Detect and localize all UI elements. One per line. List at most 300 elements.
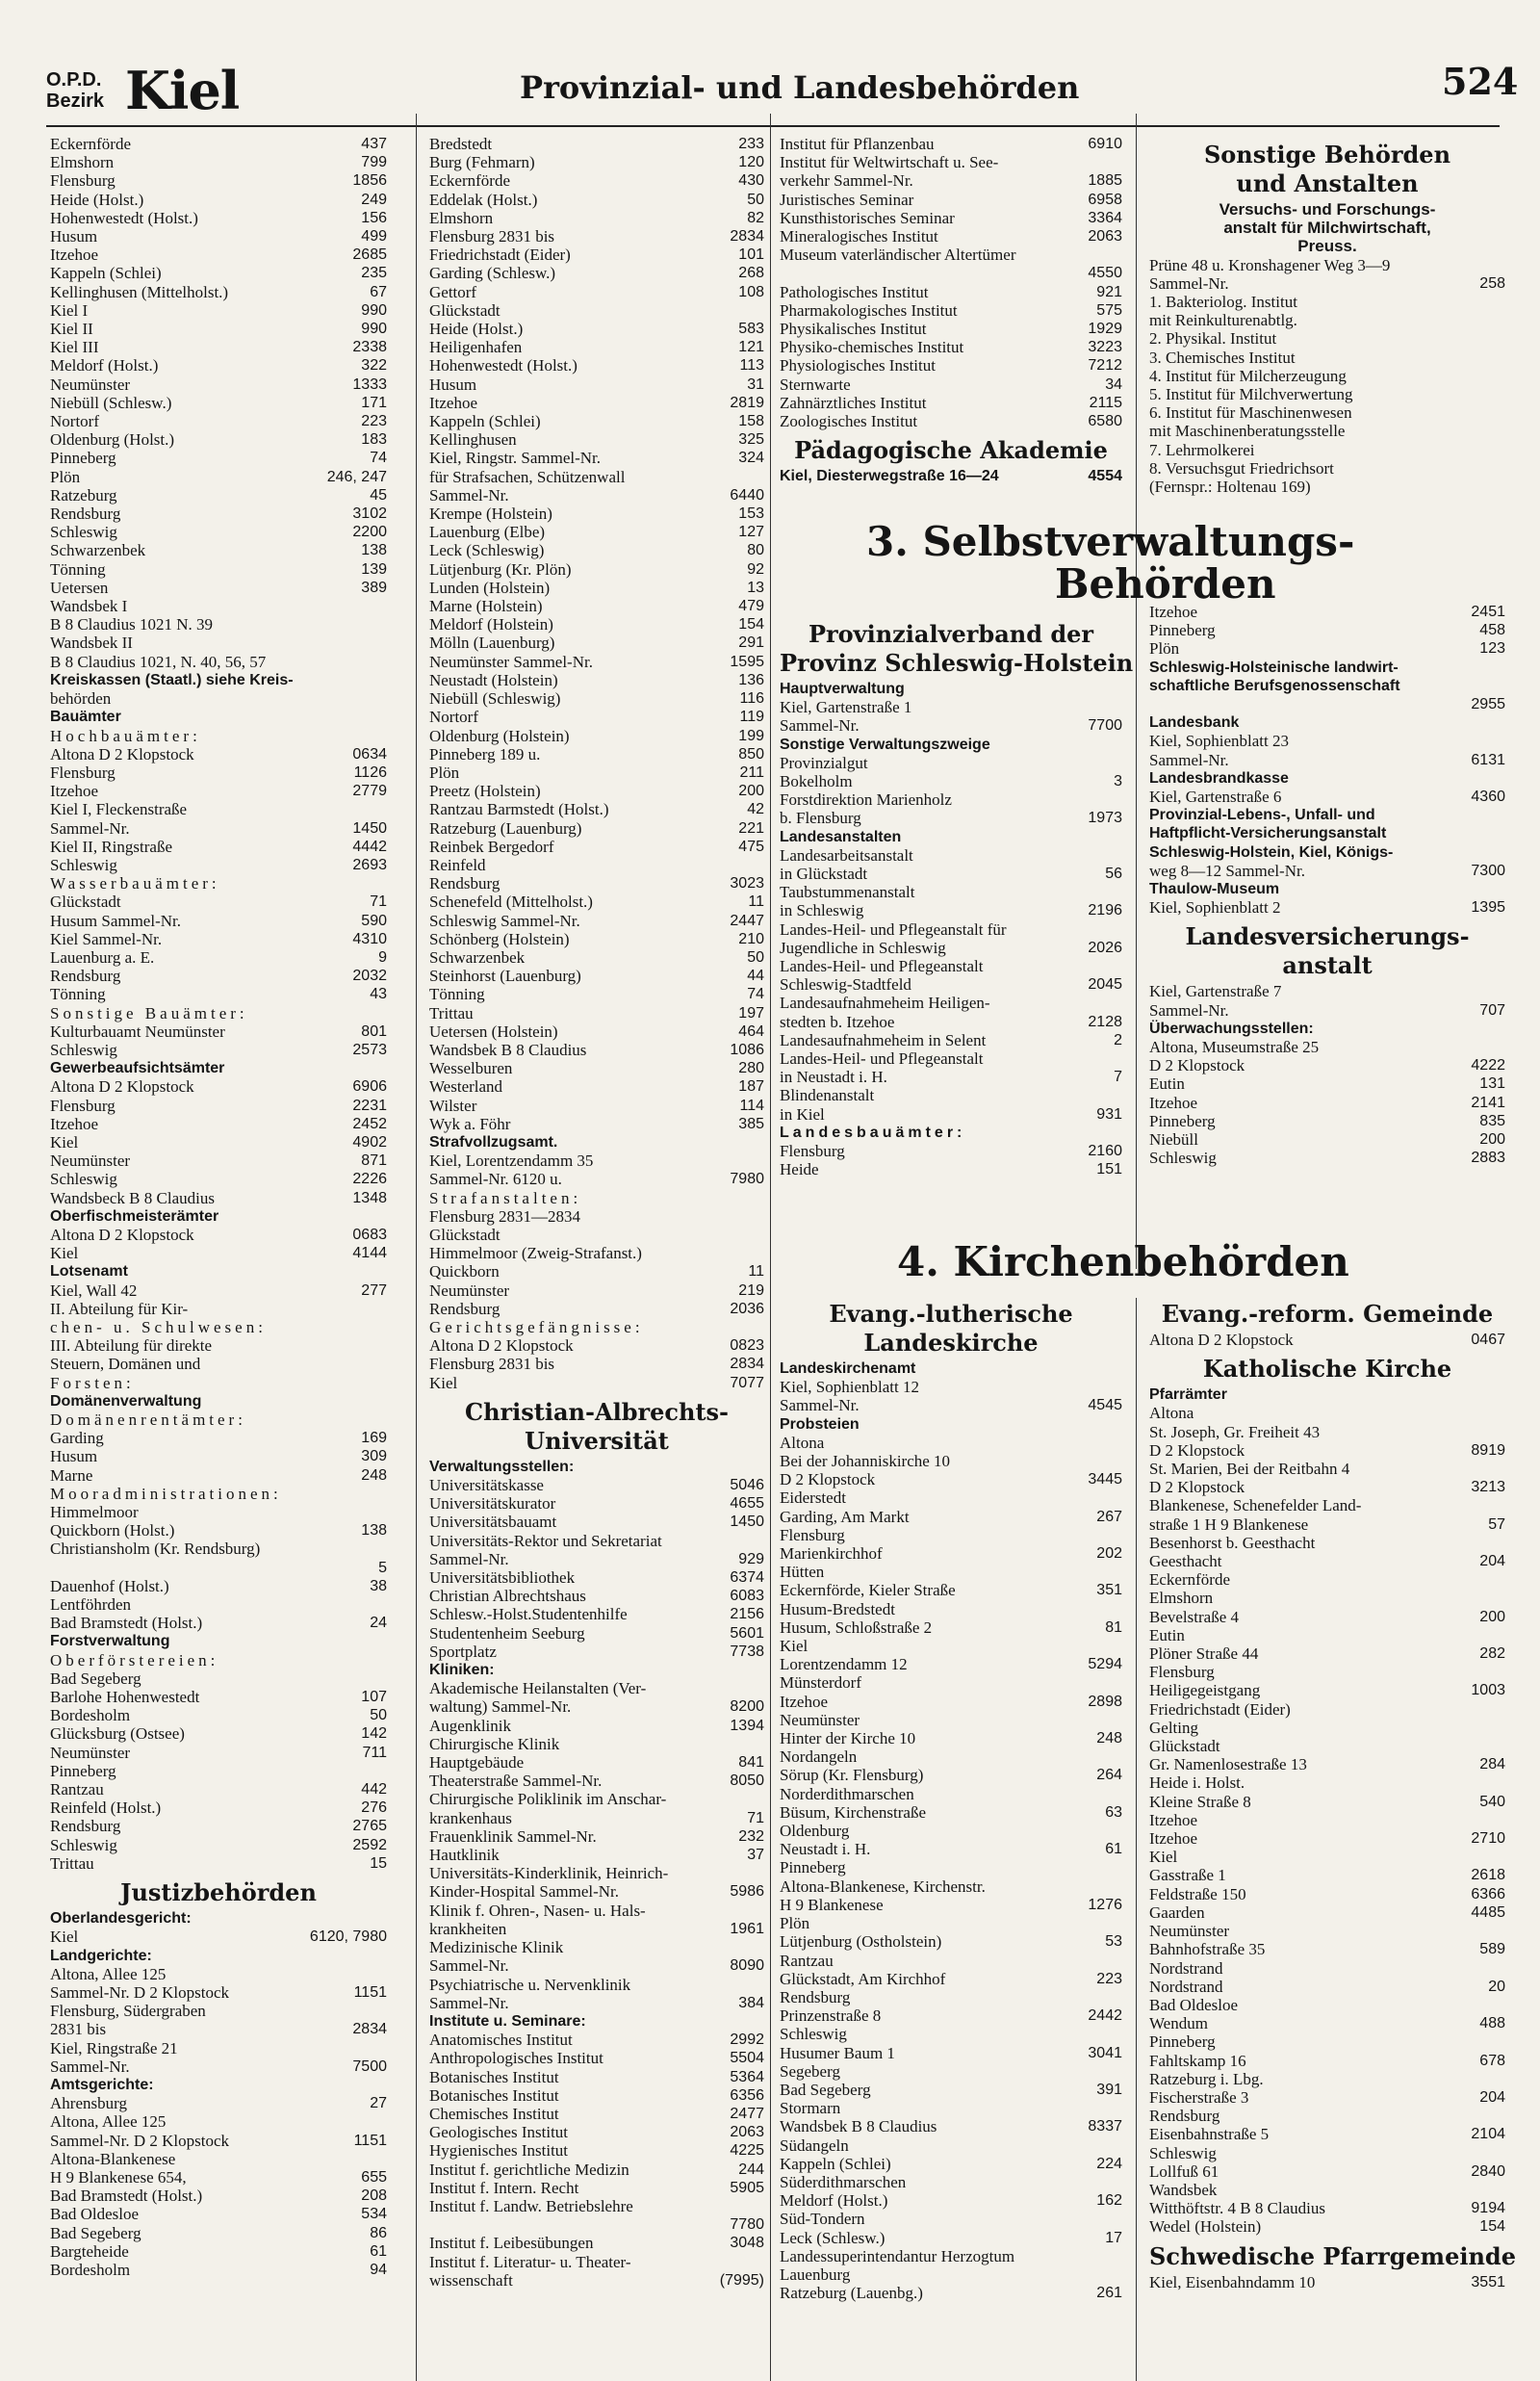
item-number: 7 bbox=[1114, 1069, 1122, 1086]
item-label: Gaarden bbox=[1149, 1902, 1205, 1922]
item-label: 8. Versuchsgut Friedrichsort bbox=[1149, 458, 1334, 478]
list-item bbox=[50, 1632, 387, 1650]
list-item bbox=[50, 1540, 387, 1558]
listing bbox=[780, 680, 1122, 1178]
item-number: 499 bbox=[361, 228, 387, 246]
item-label: Itzehoe bbox=[429, 393, 478, 412]
list-item bbox=[50, 856, 387, 874]
item-label: Neumünster bbox=[50, 375, 131, 394]
item-number: 277 bbox=[361, 1281, 387, 1299]
list-item bbox=[780, 846, 1122, 865]
list-item bbox=[1149, 1423, 1505, 1441]
list-item bbox=[50, 2112, 387, 2131]
item-label: Glückstadt bbox=[429, 300, 500, 320]
item-label: Schleswig bbox=[1149, 2143, 1217, 2162]
item-label: Niebüll (Schlesw.) bbox=[50, 393, 172, 412]
list-item bbox=[1149, 1074, 1505, 1093]
item-label: in Glückstadt bbox=[780, 865, 868, 884]
item-number: 3213 bbox=[1471, 1479, 1505, 1496]
item-label: Kulturbauamt Neumünster bbox=[50, 1022, 225, 1041]
item-label: Forstverwaltung bbox=[50, 1633, 170, 1650]
list-item bbox=[1149, 1755, 1505, 1773]
list-item bbox=[50, 653, 387, 671]
list-item bbox=[429, 468, 764, 486]
list-item bbox=[50, 1133, 387, 1152]
item-label: Landesaufnahmeheim Heiligen- bbox=[780, 994, 990, 1013]
list-item bbox=[429, 800, 764, 818]
list-item bbox=[50, 1004, 387, 1022]
item-label: Nordstrand bbox=[1149, 1958, 1223, 1978]
list-item bbox=[1149, 1149, 1505, 1167]
list-item bbox=[429, 394, 764, 412]
list-item bbox=[429, 135, 764, 153]
list-item bbox=[50, 1281, 387, 1300]
list-item bbox=[1149, 788, 1505, 806]
list-item bbox=[429, 153, 764, 171]
item-label: Schleswig-Holsteinische landwirt- bbox=[1149, 659, 1399, 676]
item-label: Besenhorst b. Geesthacht bbox=[1149, 1533, 1316, 1552]
list-item bbox=[1149, 862, 1505, 880]
list-item bbox=[50, 227, 387, 246]
item-label: Hygienisches Institut bbox=[429, 2141, 569, 2161]
column-4-c bbox=[1149, 1294, 1516, 2291]
item-number: 2883 bbox=[1471, 1150, 1505, 1167]
item-label: Institut für Weltwirtschaft u. See- bbox=[780, 153, 999, 172]
list-item bbox=[780, 1452, 1122, 1470]
list-item bbox=[50, 2150, 387, 2168]
item-number: 153 bbox=[738, 505, 764, 523]
item-number: 3445 bbox=[1088, 1471, 1122, 1488]
list-item bbox=[780, 2044, 1122, 2062]
item-label: Botanisches Institut bbox=[429, 2085, 559, 2105]
list-item bbox=[429, 356, 764, 375]
item-label: III. Abteilung für direkte bbox=[50, 1336, 213, 1356]
item-label: Glückstadt bbox=[1149, 1737, 1220, 1756]
list-item bbox=[50, 1170, 387, 1188]
list-item bbox=[429, 1059, 764, 1077]
item-number: 8050 bbox=[730, 1773, 764, 1790]
item-label: Kappeln (Schlei) bbox=[429, 412, 541, 431]
list-item bbox=[1149, 1811, 1505, 1829]
item-label: 1. Bakteriolog. Institut bbox=[1149, 293, 1297, 312]
list-item bbox=[1149, 2199, 1505, 2217]
item-number: 4902 bbox=[352, 1133, 387, 1151]
item-label: Tönning bbox=[50, 559, 106, 579]
list-item bbox=[50, 2242, 387, 2261]
list-item bbox=[780, 1896, 1122, 1914]
item-number: 219 bbox=[738, 1281, 764, 1299]
item-label: Reinfeld (Holst.) bbox=[50, 1799, 162, 1818]
list-item bbox=[1149, 843, 1505, 862]
item-label: Botanisches Institut bbox=[429, 2067, 559, 2086]
item-number: 655 bbox=[361, 2168, 387, 2186]
item-label: Kappeln (Schlei) bbox=[780, 2154, 891, 2173]
list-item bbox=[1149, 1978, 1505, 1996]
list-item bbox=[50, 671, 387, 689]
item-number: 534 bbox=[361, 2206, 387, 2223]
column-divider bbox=[1136, 1298, 1137, 2381]
item-number: 7980 bbox=[730, 1171, 764, 1188]
item-number: 8337 bbox=[1088, 2118, 1122, 2135]
item-label: Hauptverwaltung bbox=[780, 681, 905, 697]
item-label: Ratzeburg (Lauenbg.) bbox=[780, 2284, 923, 2303]
list-item bbox=[50, 301, 387, 320]
item-number: 2231 bbox=[352, 1097, 387, 1114]
item-number: 169 bbox=[361, 1430, 387, 1447]
item-label: Ratzeburg bbox=[50, 485, 117, 505]
item-label: Neumünster bbox=[1149, 1922, 1230, 1941]
item-number: 835 bbox=[1479, 1112, 1505, 1129]
list-item bbox=[1149, 403, 1505, 422]
item-label: D 2 Klopstock bbox=[1149, 1440, 1245, 1460]
item-label: Quickborn bbox=[429, 1262, 500, 1281]
item-number: 2160 bbox=[1088, 1143, 1122, 1160]
item-number: 389 bbox=[361, 579, 387, 596]
item-number: 2693 bbox=[352, 856, 387, 873]
item-label: verkehr Sammel-Nr. bbox=[780, 171, 913, 191]
list-item bbox=[429, 2234, 764, 2252]
item-number: 0467 bbox=[1471, 1332, 1505, 1348]
item-label: Neumünster bbox=[780, 1710, 860, 1729]
item-label: Flensburg bbox=[780, 1142, 845, 1161]
list-item bbox=[1149, 695, 1505, 713]
list-item bbox=[780, 1747, 1122, 1766]
item-label: 6. Institut für Maschinenwesen bbox=[1149, 403, 1352, 423]
item-label: Landes-Heil- und Pflegeanstalt bbox=[780, 957, 984, 976]
item-label: Eisenbahnstraße 5 bbox=[1149, 2125, 1270, 2144]
list-item bbox=[1149, 639, 1505, 658]
list-item bbox=[780, 698, 1122, 716]
list-item bbox=[429, 1532, 764, 1550]
list-item bbox=[429, 1152, 764, 1170]
list-item bbox=[780, 1618, 1122, 1637]
item-label: Wedel (Holstein) bbox=[1149, 2217, 1262, 2237]
item-label: Theaterstraße Sammel-Nr. bbox=[429, 1772, 603, 1791]
list-item bbox=[780, 2191, 1122, 2210]
item-label: Wyk a. Föhr bbox=[429, 1114, 511, 1133]
list-item bbox=[1149, 1404, 1505, 1422]
uni-heading-1: Christian-Albrechts- bbox=[464, 1397, 730, 1426]
list-item bbox=[429, 1077, 764, 1096]
item-label: Bauämter bbox=[50, 709, 121, 726]
list-item bbox=[1149, 329, 1505, 348]
list-item bbox=[50, 634, 387, 652]
item-label: Heide (Holst.) bbox=[50, 190, 144, 209]
item-label: Kiel bbox=[50, 1132, 79, 1152]
list-item bbox=[50, 1521, 387, 1540]
list-item bbox=[429, 1004, 764, 1022]
item-label: St. Marien, Bei der Reitbahn 4 bbox=[1149, 1460, 1350, 1479]
item-label: Bad Bramstedt (Holst.) bbox=[50, 1614, 203, 1633]
item-label: Itzehoe bbox=[50, 1114, 99, 1133]
list-item bbox=[50, 1041, 387, 1059]
list-item bbox=[429, 1790, 764, 1808]
item-number: 575 bbox=[1096, 301, 1122, 319]
uni-heading-2: Universität bbox=[525, 1426, 669, 1455]
item-label: Kiel, Gartenstraße 1 bbox=[780, 698, 912, 717]
item-number: 4360 bbox=[1471, 789, 1505, 806]
list-item bbox=[780, 1858, 1122, 1876]
item-number: 154 bbox=[738, 616, 764, 634]
list-item bbox=[50, 1503, 387, 1521]
list-item bbox=[780, 939, 1122, 957]
list-item bbox=[429, 246, 764, 264]
list-item bbox=[780, 246, 1122, 264]
item-label: Kliniken: bbox=[429, 1662, 495, 1679]
list-item bbox=[50, 1762, 387, 1780]
item-label: Kiel, Ringstraße 21 bbox=[50, 2038, 178, 2057]
item-label: Kiel I bbox=[50, 300, 89, 320]
list-item bbox=[1149, 1626, 1505, 1644]
item-label: Süd-Tondern bbox=[780, 2210, 865, 2229]
item-number: 4144 bbox=[352, 1245, 387, 1262]
item-label: Amtsgerichte: bbox=[50, 2076, 154, 2093]
list-item bbox=[50, 449, 387, 467]
item-number: 2104 bbox=[1471, 2126, 1505, 2143]
item-label: Bad Segeberg bbox=[50, 2223, 141, 2242]
item-number: 871 bbox=[361, 1152, 387, 1170]
list-item bbox=[429, 486, 764, 505]
item-number: 8919 bbox=[1471, 1441, 1505, 1459]
list-item bbox=[1149, 1331, 1505, 1349]
item-number: 2477 bbox=[730, 2105, 764, 2122]
item-number: 267 bbox=[1096, 1508, 1122, 1525]
item-label: Strafvollzugsamt. bbox=[429, 1133, 558, 1151]
item-label: Leck (Schleswig) bbox=[429, 541, 545, 560]
item-label: Flensburg 2831—2834 bbox=[429, 1206, 580, 1226]
list-item bbox=[429, 2253, 764, 2271]
item-number: 264 bbox=[1096, 1767, 1122, 1784]
item-number: 202 bbox=[1096, 1545, 1122, 1563]
item-label: Augenklinik bbox=[429, 1716, 511, 1735]
item-number: 458 bbox=[1479, 622, 1505, 639]
item-number: 990 bbox=[361, 321, 387, 338]
item-label: Institut f. Leibesübungen bbox=[429, 2234, 594, 2253]
listing bbox=[1149, 982, 1505, 1167]
list-item bbox=[1149, 1885, 1505, 1903]
item-label: Altona bbox=[780, 1433, 825, 1452]
item-label: Lauenburg bbox=[780, 2265, 851, 2284]
item-number: 325 bbox=[738, 431, 764, 449]
list-item bbox=[429, 1827, 764, 1846]
list-item bbox=[780, 227, 1122, 246]
list-item bbox=[780, 1396, 1122, 1414]
item-number: 2063 bbox=[730, 2124, 764, 2141]
item-number: 3041 bbox=[1088, 2044, 1122, 2061]
list-item bbox=[780, 680, 1122, 698]
item-label: Landessuperintendantur Herzogtum bbox=[780, 2246, 1015, 2265]
list-item bbox=[50, 948, 387, 967]
list-item bbox=[429, 505, 764, 523]
item-label: Landgerichte: bbox=[50, 1947, 152, 1964]
item-label: II. Abteilung für Kir- bbox=[50, 1299, 189, 1318]
list-item bbox=[429, 2197, 764, 2215]
item-number: 56 bbox=[1105, 866, 1122, 883]
item-label: in Schleswig bbox=[780, 901, 864, 920]
prov-heading-2: Provinz Schleswig-Holstein bbox=[780, 649, 1134, 677]
list-item bbox=[1149, 1589, 1505, 1607]
list-item bbox=[50, 2187, 387, 2205]
item-label: Wandsbek II bbox=[50, 634, 133, 653]
list-item bbox=[780, 2081, 1122, 2099]
list-item bbox=[429, 2215, 764, 2234]
item-label: Südangeln bbox=[780, 2135, 849, 2155]
list-item bbox=[1149, 2070, 1505, 2088]
item-label: Rendsburg bbox=[429, 1299, 500, 1318]
item-label: Schwarzenbek bbox=[429, 947, 526, 967]
item-label: Nordstrand bbox=[1149, 1977, 1223, 1996]
item-label: Blindenanstalt bbox=[780, 1086, 875, 1105]
item-number: 2573 bbox=[352, 1041, 387, 1058]
item-label: Universitäts-Kinderklinik, Heinrich- bbox=[429, 1864, 669, 1883]
list-item bbox=[1149, 1056, 1505, 1074]
item-number: 45 bbox=[370, 486, 387, 504]
item-number: 2834 bbox=[730, 228, 764, 246]
list-item bbox=[1149, 2107, 1505, 2125]
item-number: 1885 bbox=[1088, 172, 1122, 190]
item-number: 211 bbox=[739, 763, 764, 781]
item-number: 258 bbox=[1479, 274, 1505, 292]
item-label: Hinter der Kirche 10 bbox=[780, 1729, 916, 1748]
list-item bbox=[429, 412, 764, 430]
item-label: Friedrichstadt (Eider) bbox=[429, 246, 571, 265]
list-item bbox=[50, 912, 387, 930]
item-label: Museum vaterländischer Altertümer bbox=[780, 246, 1016, 265]
item-label: Pinneberg 189 u. bbox=[429, 744, 541, 763]
list-item bbox=[429, 597, 764, 615]
item-number: 841 bbox=[738, 1754, 764, 1772]
item-label: Oldenburg (Holstein) bbox=[429, 726, 570, 745]
item-label: Eckernförde bbox=[429, 171, 511, 191]
item-label: Flensburg bbox=[50, 1096, 116, 1115]
item-label: Flensburg 2831 bis bbox=[429, 1355, 555, 1374]
list-item bbox=[429, 634, 764, 652]
item-number: 6131 bbox=[1471, 751, 1505, 768]
item-label: Kleine Straße 8 bbox=[1149, 1792, 1251, 1811]
list-item bbox=[50, 1115, 387, 1133]
item-number: 123 bbox=[1479, 640, 1505, 658]
item-number: 2 bbox=[1114, 1031, 1122, 1048]
list-item bbox=[1149, 1681, 1505, 1699]
list-item bbox=[780, 356, 1122, 375]
item-label: 2831 bis bbox=[50, 2020, 107, 2039]
list-item bbox=[429, 449, 764, 467]
item-number: 61 bbox=[370, 2242, 387, 2260]
list-item bbox=[429, 1336, 764, 1355]
item-label: Rantzau bbox=[50, 1780, 104, 1799]
item-label: Institut f. Literatur- u. Theater- bbox=[429, 2252, 631, 2271]
list-item bbox=[780, 394, 1122, 412]
list-item bbox=[780, 1359, 1122, 1378]
item-label: Chemisches Institut bbox=[429, 2104, 559, 2123]
item-label: Kiel bbox=[50, 1244, 79, 1263]
list-item bbox=[50, 930, 387, 948]
item-number: 204 bbox=[1479, 1553, 1505, 1570]
item-number: 3 bbox=[1114, 773, 1122, 790]
item-label: Institut f. gerichtliche Medizin bbox=[429, 2160, 629, 2179]
item-label: Lauenburg a. E. bbox=[50, 947, 155, 967]
item-number: 204 bbox=[1479, 2088, 1505, 2106]
list-item bbox=[50, 505, 387, 523]
list-item bbox=[1149, 1829, 1505, 1848]
item-label: Schleswig-Stadtfeld bbox=[780, 975, 911, 995]
item-label: Burg (Fehmarn) bbox=[429, 153, 535, 172]
item-label: Altona, Allee 125 bbox=[50, 2112, 167, 2132]
list-item bbox=[429, 1568, 764, 1587]
list-item bbox=[429, 2161, 764, 2179]
list-item bbox=[50, 1207, 387, 1226]
list-item bbox=[50, 2094, 387, 2112]
item-label: Provinzialgut bbox=[780, 753, 868, 772]
list-item bbox=[429, 1281, 764, 1300]
list-item bbox=[50, 523, 387, 541]
item-number: 6440 bbox=[730, 486, 764, 504]
item-number: 707 bbox=[1479, 1001, 1505, 1019]
item-label: Physiko-chemisches Institut bbox=[780, 338, 964, 357]
item-label: Landesbank bbox=[1149, 714, 1240, 732]
item-label: Krempe (Holstein) bbox=[429, 505, 552, 524]
item-number: 2036 bbox=[730, 1300, 764, 1317]
item-number: 479 bbox=[738, 598, 764, 615]
item-label: Altona D 2 Klopstock bbox=[50, 1077, 194, 1097]
item-number: 678 bbox=[1479, 2052, 1505, 2069]
list-item bbox=[50, 1836, 387, 1854]
list-item bbox=[429, 338, 764, 356]
item-label: Frauenklinik Sammel-Nr. bbox=[429, 1826, 597, 1846]
item-number: 57 bbox=[1488, 1515, 1505, 1533]
item-label: Flensburg bbox=[1149, 1663, 1215, 1682]
list-item bbox=[50, 1244, 387, 1262]
item-number: 101 bbox=[738, 246, 764, 264]
item-number: 3102 bbox=[352, 505, 387, 523]
list-item bbox=[50, 708, 387, 726]
item-number: 43 bbox=[370, 986, 387, 1003]
list-item bbox=[429, 838, 764, 856]
item-label: Itzehoe bbox=[780, 1692, 829, 1711]
item-number: 50 bbox=[747, 191, 764, 208]
item-label: Kiel, Gartenstraße 6 bbox=[1149, 788, 1282, 807]
item-number: 2685 bbox=[352, 246, 387, 264]
list-item bbox=[1149, 293, 1505, 311]
list-item bbox=[429, 1882, 764, 1901]
list-item bbox=[780, 1914, 1122, 1932]
list-item bbox=[50, 135, 387, 153]
list-item bbox=[780, 1086, 1122, 1104]
list-item bbox=[429, 1226, 764, 1244]
list-item bbox=[780, 2229, 1122, 2247]
list-item bbox=[429, 1476, 764, 1494]
list-item bbox=[780, 1766, 1122, 1784]
list-item bbox=[429, 819, 764, 838]
item-label: Münsterdorf bbox=[780, 1673, 861, 1693]
item-label: Neumünster bbox=[429, 1281, 510, 1300]
item-label: Kiel, Wall 42 bbox=[50, 1281, 138, 1300]
list-item bbox=[780, 1711, 1122, 1729]
list-item bbox=[780, 809, 1122, 827]
list-item bbox=[429, 2031, 764, 2049]
item-label: Universitätskasse bbox=[429, 1476, 544, 1495]
list-item bbox=[429, 745, 764, 763]
list-item bbox=[429, 1170, 764, 1188]
item-label: Kiel, Ringstr. Sammel-Nr. bbox=[429, 449, 602, 468]
list-item bbox=[429, 1956, 764, 1975]
item-number: 1856 bbox=[352, 172, 387, 190]
item-number: 162 bbox=[1096, 2192, 1122, 2210]
list-item bbox=[1149, 1478, 1505, 1496]
list-item bbox=[429, 227, 764, 246]
item-number: 61 bbox=[1105, 1841, 1122, 1858]
item-label: Landesbrandkasse bbox=[1149, 769, 1289, 787]
